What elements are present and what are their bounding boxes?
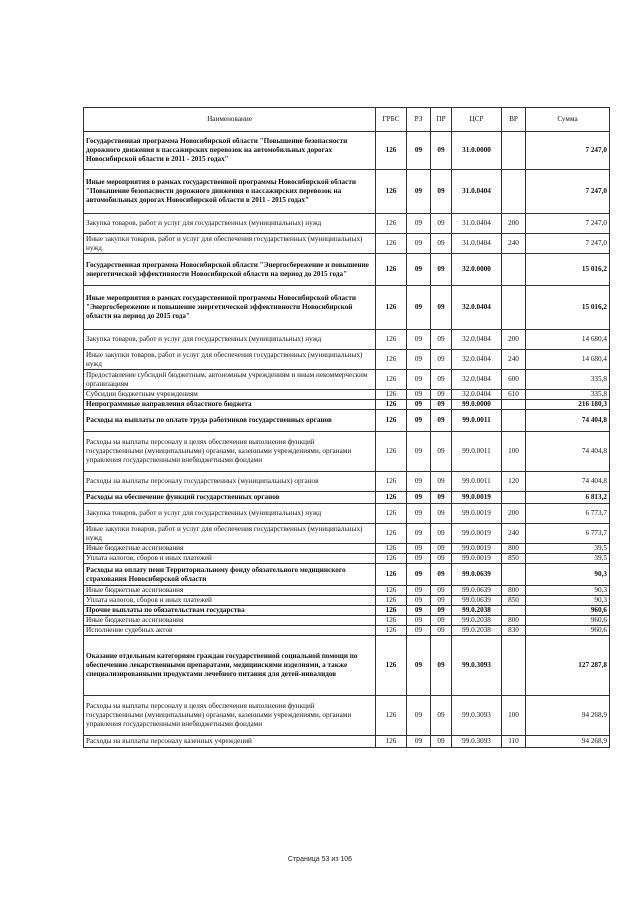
cell-sum: 39,5 bbox=[526, 544, 610, 554]
table-row bbox=[84, 696, 610, 736]
cell-name: Прочие выплаты по обязательствам государства bbox=[84, 606, 376, 616]
cell-csr: 99.0.0019 bbox=[452, 524, 502, 544]
cell-grbs: 126 bbox=[376, 616, 407, 626]
cell-vr: 120 bbox=[502, 472, 526, 492]
cell-csr: 99.0.2038 bbox=[452, 606, 502, 616]
cell-pr: 09 bbox=[431, 524, 452, 544]
cell-pr: 09 bbox=[431, 586, 452, 596]
cell-name: Расходы на оплату пени Территориальному фонду обязательного медицинского страхования Новосибирской области bbox=[84, 564, 376, 586]
cell-pr: 09 bbox=[431, 286, 452, 330]
table-row bbox=[84, 132, 610, 170]
cell-sum: 7 247,0 bbox=[526, 234, 610, 254]
header-sum: Сумма bbox=[526, 108, 610, 132]
cell-name: Расходы на обеспечение функций государственных органов bbox=[84, 492, 376, 504]
cell-rz: 09 bbox=[407, 286, 431, 330]
header-rz: РЗ bbox=[407, 108, 431, 132]
cell-pr: 09 bbox=[431, 234, 452, 254]
cell-csr: 31.0.0404 bbox=[452, 214, 502, 234]
cell-grbs: 126 bbox=[376, 736, 407, 748]
cell-csr: 32.0.0404 bbox=[452, 286, 502, 330]
cell-sum: 94 268,9 bbox=[526, 736, 610, 748]
cell-vr: 100 bbox=[502, 696, 526, 736]
cell-rz: 09 bbox=[407, 410, 431, 432]
cell-grbs: 126 bbox=[376, 626, 407, 636]
cell-grbs: 126 bbox=[376, 286, 407, 330]
cell-rz: 09 bbox=[407, 132, 431, 170]
cell-vr: 200 bbox=[502, 330, 526, 350]
cell-pr: 09 bbox=[431, 564, 452, 586]
cell-rz: 09 bbox=[407, 524, 431, 544]
cell-rz: 09 bbox=[407, 370, 431, 390]
cell-vr: 240 bbox=[502, 524, 526, 544]
cell-pr: 09 bbox=[431, 554, 452, 564]
cell-name: Расходы на выплаты персоналу в целях обеспечения выполнения функций государственными (муниципальными) органами, казенными учреждениями, органами управления государственными внебюджетными фондами bbox=[84, 696, 376, 736]
cell-pr: 09 bbox=[431, 544, 452, 554]
cell-rz: 09 bbox=[407, 616, 431, 626]
cell-grbs: 126 bbox=[376, 696, 407, 736]
table-row bbox=[84, 330, 610, 350]
cell-vr: 800 bbox=[502, 544, 526, 554]
cell-vr: 610 bbox=[502, 390, 526, 400]
cell-csr: 99.0.2038 bbox=[452, 616, 502, 626]
cell-vr: 830 bbox=[502, 626, 526, 636]
cell-sum: 7 247,0 bbox=[526, 170, 610, 214]
table-header-row bbox=[84, 108, 610, 132]
cell-sum: 127 287,8 bbox=[526, 636, 610, 696]
table-row bbox=[84, 370, 610, 390]
cell-sum: 90,3 bbox=[526, 586, 610, 596]
cell-grbs: 126 bbox=[376, 214, 407, 234]
cell-rz: 09 bbox=[407, 606, 431, 616]
cell-sum: 7 247,0 bbox=[526, 132, 610, 170]
cell-name: Иные бюджетные ассигнования bbox=[84, 616, 376, 626]
table-row bbox=[84, 254, 610, 286]
cell-name: Субсидии бюджетным учреждениям bbox=[84, 390, 376, 400]
table-row bbox=[84, 586, 610, 596]
cell-vr: 200 bbox=[502, 214, 526, 234]
cell-name: Иные бюджетные ассигнования bbox=[84, 586, 376, 596]
cell-csr: 32.0.0404 bbox=[452, 330, 502, 350]
cell-sum: 74 404,8 bbox=[526, 410, 610, 432]
cell-vr bbox=[502, 170, 526, 214]
cell-sum: 15 016,2 bbox=[526, 254, 610, 286]
table-row bbox=[84, 410, 610, 432]
cell-sum: 6 813,2 bbox=[526, 492, 610, 504]
table-row bbox=[84, 606, 610, 616]
cell-rz: 09 bbox=[407, 586, 431, 596]
cell-grbs: 126 bbox=[376, 390, 407, 400]
header-grbs: ГРБС bbox=[376, 108, 407, 132]
cell-pr: 09 bbox=[431, 400, 452, 410]
cell-grbs: 126 bbox=[376, 554, 407, 564]
cell-rz: 09 bbox=[407, 636, 431, 696]
cell-grbs: 126 bbox=[376, 254, 407, 286]
cell-vr bbox=[502, 636, 526, 696]
cell-sum: 14 680,4 bbox=[526, 350, 610, 370]
cell-name: Оказание отдельным категориям граждан государственной социальной помощи по обеспечению лекарственными препаратами, медицинскими изделиями, а также специализированными продуктами лечебного питания для детей-инвалидов bbox=[84, 636, 376, 696]
cell-rz: 09 bbox=[407, 214, 431, 234]
table-row bbox=[84, 350, 610, 370]
cell-rz: 09 bbox=[407, 736, 431, 748]
cell-sum: 74 404,8 bbox=[526, 432, 610, 472]
cell-csr: 99.0.0011 bbox=[452, 472, 502, 492]
cell-name: Расходы на выплаты персоналу государственных (муниципальных) органов bbox=[84, 472, 376, 492]
cell-vr: 240 bbox=[502, 234, 526, 254]
cell-vr bbox=[502, 132, 526, 170]
cell-csr: 99.0.3093 bbox=[452, 636, 502, 696]
table-row bbox=[84, 626, 610, 636]
cell-rz: 09 bbox=[407, 400, 431, 410]
cell-rz: 09 bbox=[407, 472, 431, 492]
cell-grbs: 126 bbox=[376, 410, 407, 432]
cell-pr: 09 bbox=[431, 596, 452, 606]
table-row bbox=[84, 432, 610, 472]
cell-grbs: 126 bbox=[376, 636, 407, 696]
cell-grbs: 126 bbox=[376, 170, 407, 214]
table-row bbox=[84, 736, 610, 748]
cell-pr: 09 bbox=[431, 616, 452, 626]
cell-vr: 800 bbox=[502, 586, 526, 596]
cell-rz: 09 bbox=[407, 544, 431, 554]
cell-vr bbox=[502, 400, 526, 410]
cell-csr: 99.0.0011 bbox=[452, 410, 502, 432]
cell-name: Иные закупки товаров, работ и услуг для обеспечения государственных (муниципальных) нужд bbox=[84, 524, 376, 544]
cell-name: Закупка товаров, работ и услуг для государственных (муниципальных) нужд bbox=[84, 330, 376, 350]
cell-vr: 200 bbox=[502, 504, 526, 524]
cell-name: Расходы на выплаты персоналу в целях обеспечения выполнения функций государственными (муниципальными) органами, казенными учреждениями, органами управления государственными внебюджетными фондами bbox=[84, 432, 376, 472]
cell-pr: 09 bbox=[431, 350, 452, 370]
cell-csr: 99.0.2038 bbox=[452, 626, 502, 636]
cell-grbs: 126 bbox=[376, 472, 407, 492]
cell-sum: 6 773,7 bbox=[526, 504, 610, 524]
cell-vr: 600 bbox=[502, 370, 526, 390]
cell-name: Расходы на выплаты персоналу казенных учреждений bbox=[84, 736, 376, 748]
table-row bbox=[84, 504, 610, 524]
cell-vr bbox=[502, 606, 526, 616]
cell-sum: 74 404,8 bbox=[526, 472, 610, 492]
cell-sum: 94 268,9 bbox=[526, 696, 610, 736]
cell-csr: 99.0.3093 bbox=[452, 736, 502, 748]
cell-name: Государственная программа Новосибирской области "Энергосбережение и повышение энергетической эффективности Новосибирской области на период до 2015 года" bbox=[84, 254, 376, 286]
cell-vr: 100 bbox=[502, 432, 526, 472]
cell-sum: 39,5 bbox=[526, 554, 610, 564]
cell-sum: 6 773,7 bbox=[526, 524, 610, 544]
cell-grbs: 126 bbox=[376, 370, 407, 390]
cell-pr: 09 bbox=[431, 696, 452, 736]
table-row bbox=[84, 492, 610, 504]
cell-csr: 31.0.0404 bbox=[452, 234, 502, 254]
cell-csr: 99.0.0019 bbox=[452, 554, 502, 564]
cell-name: Закупка товаров, работ и услуг для государственных (муниципальных) нужд bbox=[84, 214, 376, 234]
header-vr: ВР bbox=[502, 108, 526, 132]
cell-csr: 99.0.3093 bbox=[452, 696, 502, 736]
table-row bbox=[84, 472, 610, 492]
cell-sum: 90,3 bbox=[526, 596, 610, 606]
cell-sum: 335,8 bbox=[526, 370, 610, 390]
cell-name: Государственная программа Новосибирской области "Повышение безопасности дорожного движения в пассажирских перевозок на автомобильных дорогах Новосибирской области в 2011 - 2015 годах" bbox=[84, 132, 376, 170]
cell-grbs: 126 bbox=[376, 350, 407, 370]
cell-rz: 09 bbox=[407, 554, 431, 564]
table-row bbox=[84, 616, 610, 626]
cell-csr: 32.0.0404 bbox=[452, 390, 502, 400]
cell-name: Предоставление субсидий бюджетным, автономным учреждениям и иным некоммерческим организациям bbox=[84, 370, 376, 390]
cell-sum: 90,3 bbox=[526, 564, 610, 586]
cell-csr: 99.0.0639 bbox=[452, 586, 502, 596]
cell-sum: 216 180,3 bbox=[526, 400, 610, 410]
cell-name: Закупка товаров, работ и услуг для государственных (муниципальных) нужд bbox=[84, 504, 376, 524]
cell-pr: 09 bbox=[431, 170, 452, 214]
cell-rz: 09 bbox=[407, 390, 431, 400]
cell-vr bbox=[502, 286, 526, 330]
cell-vr: 850 bbox=[502, 596, 526, 606]
cell-grbs: 126 bbox=[376, 504, 407, 524]
cell-name: Иные мероприятия в рамках государственной программы Новосибирской области "Повышение безопасности дорожного движения в пассажирских перевозок на автомобильных дорогах Новосибирской области в 2011 - 2015 годах" bbox=[84, 170, 376, 214]
cell-vr bbox=[502, 492, 526, 504]
cell-pr: 09 bbox=[431, 606, 452, 616]
table-row bbox=[84, 564, 610, 586]
table-row bbox=[84, 170, 610, 214]
table-row bbox=[84, 544, 610, 554]
cell-pr: 09 bbox=[431, 626, 452, 636]
table-body bbox=[84, 132, 610, 748]
cell-rz: 09 bbox=[407, 492, 431, 504]
cell-sum: 335,8 bbox=[526, 390, 610, 400]
cell-pr: 09 bbox=[431, 636, 452, 696]
cell-grbs: 126 bbox=[376, 544, 407, 554]
cell-pr: 09 bbox=[431, 504, 452, 524]
cell-grbs: 126 bbox=[376, 330, 407, 350]
cell-rz: 09 bbox=[407, 432, 431, 472]
cell-sum: 7 247,0 bbox=[526, 214, 610, 234]
cell-csr: 32.0.0404 bbox=[452, 350, 502, 370]
cell-pr: 09 bbox=[431, 330, 452, 350]
cell-rz: 09 bbox=[407, 350, 431, 370]
cell-vr bbox=[502, 410, 526, 432]
cell-name: Уплата налогов, сборов и иных платежей bbox=[84, 554, 376, 564]
page-footer: Страница 53 из 106 bbox=[287, 856, 353, 863]
table-row bbox=[84, 400, 610, 410]
cell-sum: 960,6 bbox=[526, 606, 610, 616]
cell-csr: 32.0.0000 bbox=[452, 254, 502, 286]
cell-pr: 09 bbox=[431, 410, 452, 432]
cell-pr: 09 bbox=[431, 736, 452, 748]
cell-grbs: 126 bbox=[376, 564, 407, 586]
cell-rz: 09 bbox=[407, 596, 431, 606]
cell-sum: 14 680,4 bbox=[526, 330, 610, 350]
cell-rz: 09 bbox=[407, 696, 431, 736]
cell-grbs: 126 bbox=[376, 586, 407, 596]
cell-grbs: 126 bbox=[376, 432, 407, 472]
cell-name: Иные бюджетные ассигнования bbox=[84, 544, 376, 554]
cell-pr: 09 bbox=[431, 132, 452, 170]
budget-table bbox=[83, 107, 610, 748]
cell-vr bbox=[502, 254, 526, 286]
cell-sum: 15 016,2 bbox=[526, 286, 610, 330]
cell-grbs: 126 bbox=[376, 492, 407, 504]
cell-csr: 99.0.0019 bbox=[452, 492, 502, 504]
table-row bbox=[84, 286, 610, 330]
cell-rz: 09 bbox=[407, 330, 431, 350]
cell-pr: 09 bbox=[431, 492, 452, 504]
cell-csr: 32.0.0404 bbox=[452, 370, 502, 390]
cell-csr: 99.0.0639 bbox=[452, 596, 502, 606]
cell-grbs: 126 bbox=[376, 606, 407, 616]
cell-vr: 800 bbox=[502, 616, 526, 626]
cell-rz: 09 bbox=[407, 564, 431, 586]
cell-name: Иные закупки товаров, работ и услуг для обеспечения государственных (муниципальных) нужд bbox=[84, 350, 376, 370]
cell-name: Иные закупки товаров, работ и услуг для обеспечения государственных (муниципальных) нужд bbox=[84, 234, 376, 254]
cell-rz: 09 bbox=[407, 170, 431, 214]
cell-name: Уплата налогов, сборов и иных платежей bbox=[84, 596, 376, 606]
cell-rz: 09 bbox=[407, 254, 431, 286]
cell-csr: 99.0.0019 bbox=[452, 544, 502, 554]
cell-csr: 99.0.0019 bbox=[452, 504, 502, 524]
cell-csr: 99.0.0000 bbox=[452, 400, 502, 410]
table-row bbox=[84, 390, 610, 400]
cell-pr: 09 bbox=[431, 370, 452, 390]
table-row bbox=[84, 524, 610, 544]
cell-pr: 09 bbox=[431, 432, 452, 472]
cell-grbs: 126 bbox=[376, 132, 407, 170]
cell-pr: 09 bbox=[431, 390, 452, 400]
table-row bbox=[84, 636, 610, 696]
cell-csr: 99.0.0011 bbox=[452, 432, 502, 472]
cell-rz: 09 bbox=[407, 504, 431, 524]
cell-sum: 960,6 bbox=[526, 616, 610, 626]
cell-csr: 99.0.0639 bbox=[452, 564, 502, 586]
cell-pr: 09 bbox=[431, 472, 452, 492]
cell-pr: 09 bbox=[431, 254, 452, 286]
cell-name: Иные мероприятия в рамках государственной программы Новосибирской области "Энергосбережение и повышение энергетической эффективности Новосибирской области на период до 2015 года" bbox=[84, 286, 376, 330]
cell-vr: 240 bbox=[502, 350, 526, 370]
cell-vr bbox=[502, 564, 526, 586]
header-name: Наименование bbox=[84, 108, 376, 132]
cell-grbs: 126 bbox=[376, 524, 407, 544]
cell-rz: 09 bbox=[407, 626, 431, 636]
cell-name: Исполнение судебных актов bbox=[84, 626, 376, 636]
header-pr: ПР bbox=[431, 108, 452, 132]
table-row bbox=[84, 554, 610, 564]
cell-grbs: 126 bbox=[376, 400, 407, 410]
cell-name: Непрограммные направления областного бюджета bbox=[84, 400, 376, 410]
cell-grbs: 126 bbox=[376, 596, 407, 606]
cell-pr: 09 bbox=[431, 214, 452, 234]
cell-csr: 31.0.0000 bbox=[452, 132, 502, 170]
table-row bbox=[84, 234, 610, 254]
table-row bbox=[84, 214, 610, 234]
cell-grbs: 126 bbox=[376, 234, 407, 254]
table-row bbox=[84, 596, 610, 606]
cell-vr: 110 bbox=[502, 736, 526, 748]
cell-csr: 31.0.0404 bbox=[452, 170, 502, 214]
cell-rz: 09 bbox=[407, 234, 431, 254]
cell-vr: 850 bbox=[502, 554, 526, 564]
cell-name: Расходы на выплаты по оплате труда работников государственных органов bbox=[84, 410, 376, 432]
cell-sum: 960,6 bbox=[526, 626, 610, 636]
header-csr: ЦСР bbox=[452, 108, 502, 132]
